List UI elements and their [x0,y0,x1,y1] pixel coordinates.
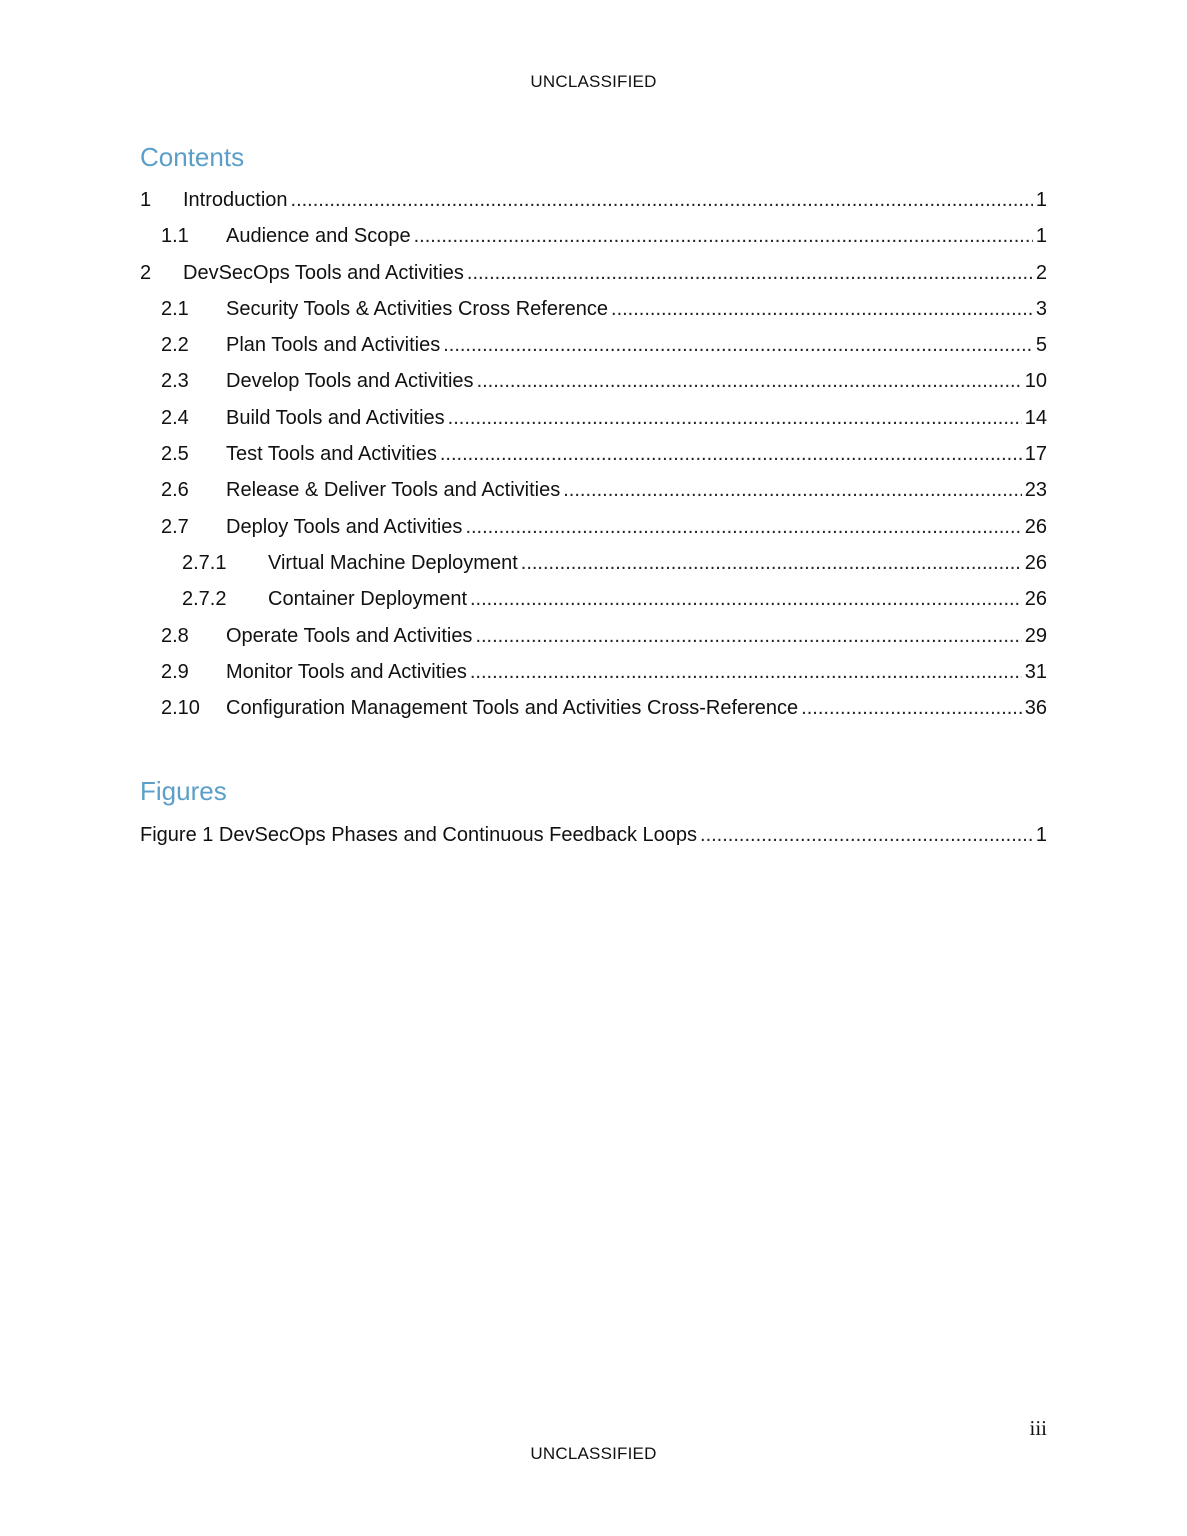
figure-entry-page: 1 [1035,824,1047,846]
dot-leader [700,821,1033,849]
toc-entry-line [183,186,1047,214]
figure-entry[interactable] [140,821,1047,857]
toc-entry-page: 17 [1024,443,1047,466]
toc-entry-page: 10 [1024,370,1047,393]
toc-entry-title[interactable]: Security Tools & Activities Cross Reference [226,297,609,320]
dot-leader [521,549,1022,577]
dot-leader [467,259,1033,287]
toc-entry-number: 2.5 [161,443,189,466]
dot-leader [801,694,1022,722]
toc-entry-title[interactable]: Plan Tools and Activities [226,334,441,357]
table-of-contents [140,186,1047,730]
toc-entry-page: 29 [1024,624,1047,647]
toc-entry[interactable] [140,404,1047,440]
toc-entry-line [226,367,1047,395]
toc-entry[interactable] [140,658,1047,694]
toc-entry-number: 2 [140,261,152,284]
toc-entry-number: 2.10 [161,697,200,720]
toc-entry-line [226,513,1047,541]
toc-entry-title[interactable]: Monitor Tools and Activities [226,660,467,683]
toc-entry-title[interactable]: Container Deployment [268,588,467,611]
toc-entry-page: 26 [1024,551,1047,574]
footer-classification: UNCLASSIFIED [530,1444,657,1463]
toc-entry-number: 2.7.1 [182,551,227,574]
page-number: iii [1029,1416,1047,1440]
toc-entry-line [226,331,1047,359]
toc-entry-title[interactable]: Audience and Scope [226,225,411,248]
toc-entry[interactable] [140,622,1047,658]
toc-entry-page: 3 [1035,297,1047,320]
toc-entry-title[interactable]: Develop Tools and Activities [226,370,474,393]
toc-entry[interactable] [140,367,1047,403]
toc-entry-line [226,622,1047,650]
toc-entry-number: 2.3 [161,370,189,393]
toc-entry-title[interactable]: Configuration Management Tools and Activities Cross-Reference [226,697,799,720]
dot-leader [477,367,1022,395]
dot-leader [470,658,1022,686]
toc-entry-page: 14 [1024,406,1047,429]
toc-entry-line [226,694,1047,722]
toc-entry[interactable] [140,295,1047,331]
toc-entry-page: 36 [1024,697,1047,720]
figure-entry-title[interactable]: Figure 1 DevSecOps Phases and Continuous Feedback Loops [140,824,698,846]
toc-entry-line [226,222,1047,250]
toc-entry-title[interactable]: Test Tools and Activities [226,443,437,466]
toc-entry-title[interactable]: Introduction [183,189,288,211]
toc-entry-line [183,259,1047,287]
toc-entry[interactable] [140,259,1047,295]
toc-entry-line [226,440,1047,468]
toc-entry[interactable] [140,585,1047,621]
toc-entry-title[interactable]: DevSecOps Tools and Activities [183,261,464,284]
toc-entry[interactable] [140,440,1047,476]
toc-entry-page: 2 [1035,261,1047,284]
toc-entry[interactable] [140,549,1047,585]
toc-entry-title[interactable]: Virtual Machine Deployment [268,551,518,574]
toc-entry-title[interactable]: Build Tools and Activities [226,406,445,429]
dot-leader [414,222,1033,250]
dot-leader [563,476,1022,504]
dot-leader [440,440,1022,468]
toc-entry[interactable] [140,513,1047,549]
toc-entry-number: 2.9 [161,660,189,683]
toc-entry-page: 1 [1035,189,1047,211]
dot-leader [465,513,1021,541]
toc-entry-page: 23 [1024,479,1047,502]
toc-entry-line [226,295,1047,323]
list-of-figures [140,821,1047,857]
toc-entry-title[interactable]: Operate Tools and Activities [226,624,473,647]
toc-entry-page: 5 [1035,334,1047,357]
dot-leader [443,331,1033,359]
toc-entry-number: 1.1 [161,225,189,248]
dot-leader [291,186,1033,214]
dot-leader [448,404,1022,432]
toc-entry-line [226,404,1047,432]
toc-entry-title[interactable]: Deploy Tools and Activities [226,515,463,538]
toc-entry-page: 1 [1035,225,1047,248]
toc-entry-number: 2.8 [161,624,189,647]
contents-heading: Contents [140,142,245,172]
toc-entry-line [268,585,1047,613]
toc-entry[interactable] [140,694,1047,730]
toc-entry-page: 26 [1024,515,1047,538]
toc-entry-number: 1 [140,189,152,211]
dot-leader [611,295,1033,323]
toc-entry[interactable] [140,331,1047,367]
toc-entry-number: 2.4 [161,406,189,429]
toc-entry-page: 26 [1024,588,1047,611]
toc-entry-number: 2.7.2 [182,588,227,611]
toc-entry-line [268,549,1047,577]
toc-entry-line [226,658,1047,686]
toc-entry-number: 2.1 [161,297,189,320]
figure-entry-line [140,821,1047,849]
toc-entry[interactable] [140,222,1047,258]
toc-entry[interactable] [140,476,1047,512]
toc-entry-number: 2.2 [161,334,189,357]
toc-entry-number: 2.6 [161,479,189,502]
toc-entry-line [226,476,1047,504]
dot-leader [475,622,1021,650]
dot-leader [470,585,1022,613]
header-classification: UNCLASSIFIED [530,72,657,91]
toc-entry[interactable] [140,186,1047,222]
toc-entry-number: 2.7 [161,515,189,538]
figures-heading: Figures [140,776,227,806]
toc-entry-title[interactable]: Release & Deliver Tools and Activities [226,479,561,502]
toc-entry-page: 31 [1024,660,1047,683]
